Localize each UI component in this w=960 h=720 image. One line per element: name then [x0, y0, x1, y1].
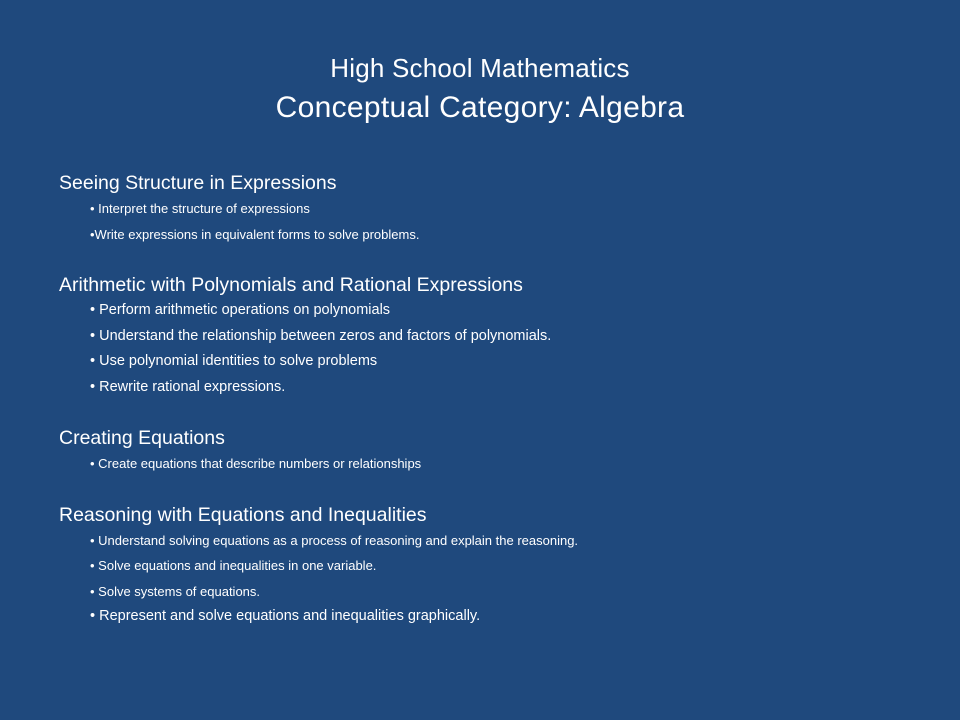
bullet-item: • Understand the relationship between zeros and factors of polynomials.	[90, 327, 552, 344]
section-arithmetic-polynomials	[59, 272, 939, 400]
slide-content	[59, 170, 939, 630]
section-seeing-structure	[59, 170, 939, 247]
section-heading: Seeing Structure in Expressions	[59, 172, 337, 194]
bullet-item: • Interpret the structure of expressions	[90, 201, 310, 216]
bullet-item: • Solve systems of equations.	[90, 583, 261, 599]
slide-title	[0, 48, 960, 128]
bullet-item: • Create equations that describe numbers or relationships	[90, 456, 422, 471]
title-line-2: Conceptual Category: Algebra	[275, 91, 685, 124]
section-heading: Reasoning with Equations and Inequalities	[59, 503, 427, 526]
section-creating-equations	[59, 425, 939, 477]
section-reasoning-equations	[59, 502, 939, 630]
bullet-item: • Perform arithmetic operations on polynomials	[90, 302, 391, 318]
bullet-item: • Rewrite rational expressions.	[90, 378, 286, 395]
bullet-item: • Understand solving equations as a process of reasoning and explain the reasoning.	[90, 532, 579, 548]
bullet-item: • Solve equations and inequalities in one variable.	[90, 558, 377, 573]
bullet-item: • Represent and solve equations and inequalities graphically.	[90, 608, 481, 624]
bullet-item: • Use polynomial identities to solve problems	[90, 353, 378, 369]
title-line-1: High School Mathematics	[330, 53, 630, 83]
section-heading: Arithmetic with Polynomials and Rational Expressions	[59, 274, 523, 296]
bullet-item: •Write expressions in equivalent forms to solve problems.	[90, 226, 420, 242]
section-heading: Creating Equations	[59, 427, 225, 449]
